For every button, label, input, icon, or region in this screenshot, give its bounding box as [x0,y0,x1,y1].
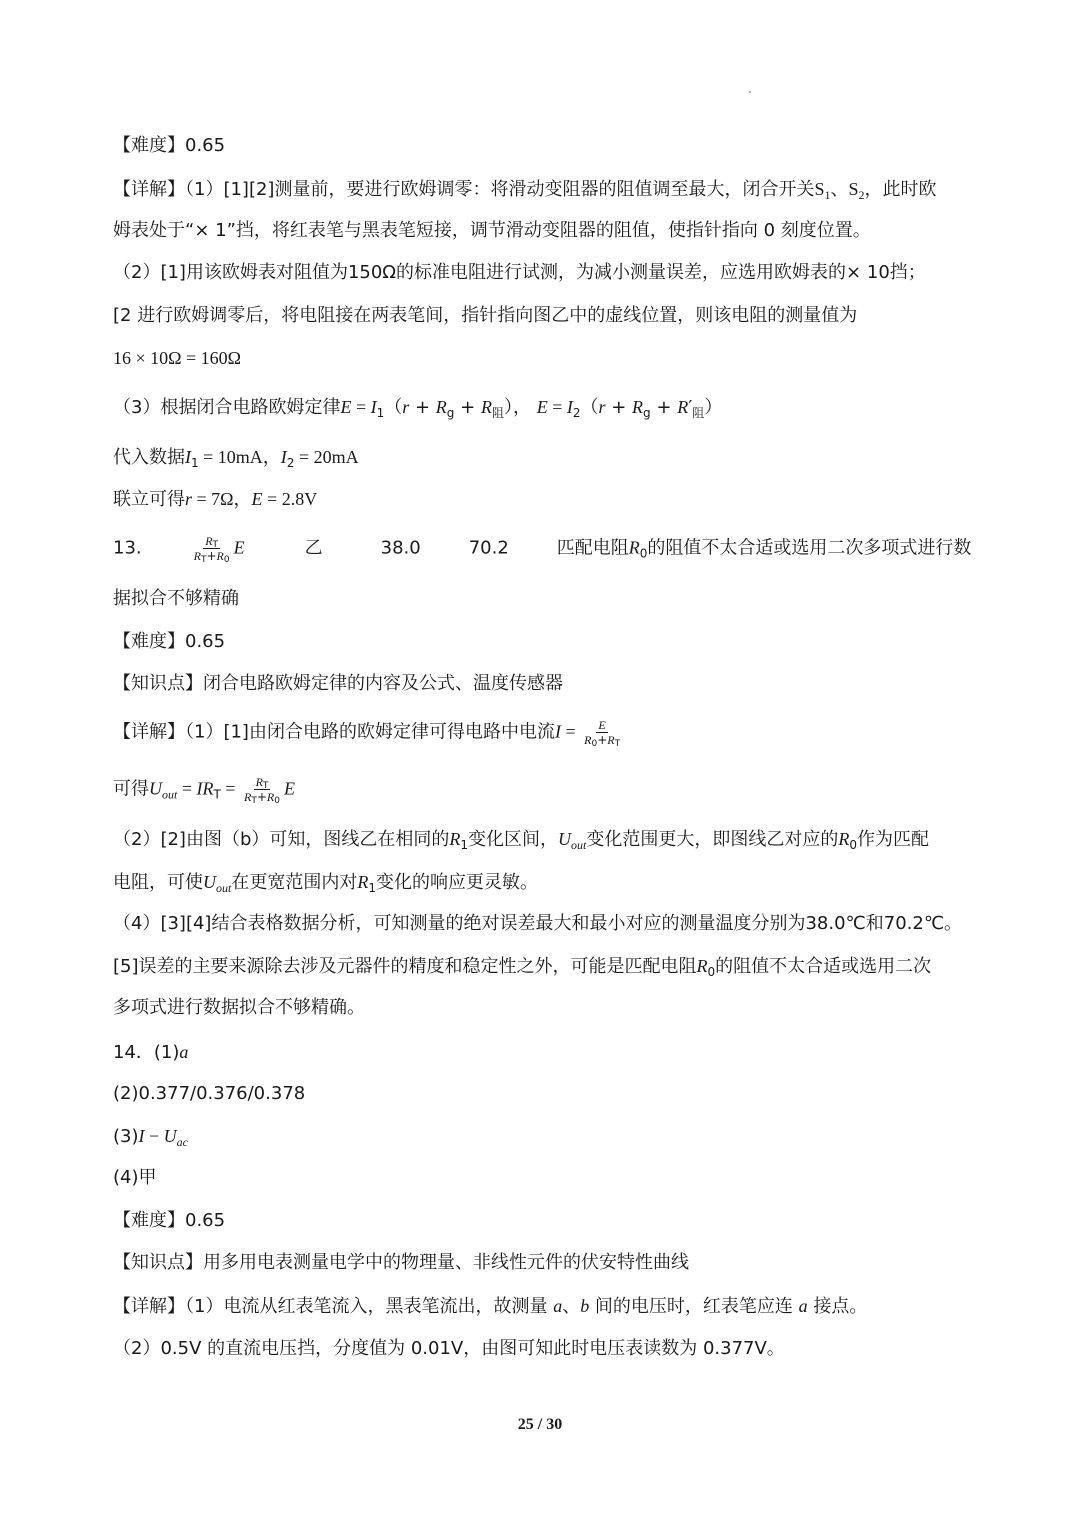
q14-answer-1: 14．(1)a [113,1042,189,1063]
q14-knowledge: 【知识点】用多用电表测量电学中的物理量、非线性元件的伏安特性曲线 [113,1252,689,1273]
q12-part3: （3）根据闭合电路欧姆定律$E = I_1(r + R_g + R_阻)$， $E = I_2(r + R_g + R'_阻)$ [113,397,723,420]
q13-answer-cont: 据拟合不够精确 [113,588,239,609]
q13-detail-1b: 可得$U_{out} = IR_T$ = $\frac{R_T}{R_T+R_0}$ E [113,775,295,806]
q14-detail-2: （2）0.5V 的直流电压挡，分度值为 0.01V，由图可知此时电压表读数为 0.377V。 [113,1338,785,1359]
q12-part2-b: [2 进行欧姆调零后，将电阻接在两表笔间，指针指向图乙中的虚线位置，则该电阻的测量值为 [113,305,858,326]
q12-detail-1b: 姆表处于“× 1”挡，将红表笔与黑表笔短接，调节滑动变阻器的阻值，使指针指向 0 刻度位置。 [113,220,871,241]
q13-knowledge: 【知识点】闭合电路欧姆定律的内容及公式、温度传感器 [113,673,563,694]
q12-part2-a: （2）[1]用该欧姆表对阻值为150Ω的标准电阻进行试测，为减小测量误差，应选用欧姆表的× 10挡； [113,262,926,283]
page-number: 25 / 30 [517,1416,563,1433]
q14-answer-2: (2)0.377/0.376/0.378 [113,1083,306,1104]
q13-detail-5a: [5]误差的主要来源除去涉及元器件的精度和稳定性之外，可能是匹配电阻$R_0$的阻值不太合适或选用二次 [113,956,932,979]
q14-detail-1: 【详解】（1）电流从红表笔流入，黑表笔流出，故测量 a、b 间的电压时，红表笔应连 a 接点。 [113,1296,868,1317]
q13-detail-4: （4）[3][4]结合表格数据分析，可知测量的绝对误差最大和最小对应的测量温度分别为38.0℃和70.2℃。 [113,913,963,934]
q13-detail-2b: 电阻，可使$U_{out}$在更宽范围内对$R_1$变化的响应更灵敏。 [113,872,538,895]
q12-solve: 联立可得r = 7Ω，E = 2.8V [113,489,318,510]
q12-part2-c: 16 × 10Ω = 160Ω [113,348,242,368]
q14-answer-4: (4)甲 [113,1167,157,1188]
q12-substitute: 代入数据$I_1 = 10mA$，$I_2 = 20mA$ [113,447,359,470]
q14-difficulty: 【难度】0.65 [113,1210,226,1231]
q13-difficulty: 【难度】0.65 [113,631,226,652]
q13-ans1-fraction: $\frac{R_T}{R_T+R_0}$ [193,534,230,565]
q13-detail-1: 【详解】（1）[1]由闭合电路的欧姆定律可得电路中电流I = $\frac{E}{R_0+R_T}$ [113,718,621,749]
stray-dot [749,91,751,93]
q12-detail-1a: 【详解】（1）[1][2]测量前，要进行欧姆调零：将滑动变阻器的阻值调至最大，闭合开关$S_1$、$S_2$，此时欧 [113,179,937,202]
q12-difficulty: 【难度】0.65 [113,135,226,156]
q14-answer-3: $(3)I - U_{ac}$ [113,1126,188,1149]
q13-detail-5b: 多项式进行数据拟合不够精确。 [113,997,365,1018]
q13-answers: 13. $\frac{R_T}{R_T+R_0}$ E 乙 38.0 70.2 匹配电阻$R_0$的阻值不太合适或选用二次多项式进行数 [113,534,972,565]
q13-detail-2a: （2）[2]由图（b）可知，图线乙在相同的$R_1$变化区间，$U_{out}$变化范围更大，即图线乙对应的$R_0$作为匹配 [113,829,929,852]
